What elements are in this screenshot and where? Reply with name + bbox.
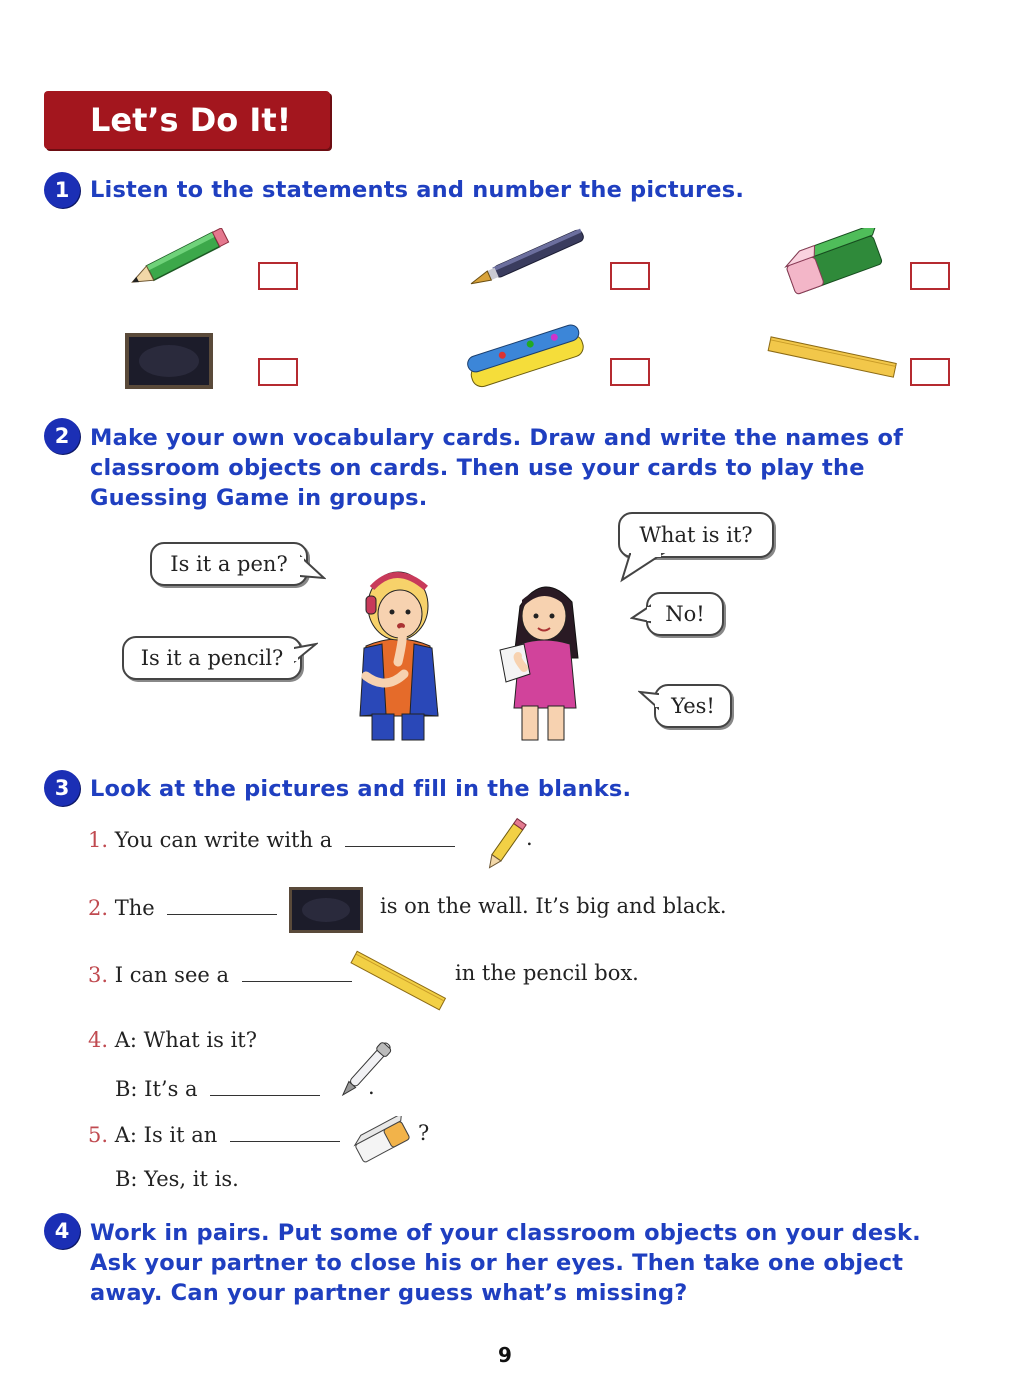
- ruler-icon: [764, 332, 900, 384]
- speech-bubble-pencil: Is it a pencil?: [122, 636, 302, 680]
- item-number: 3.: [88, 963, 109, 987]
- number-box[interactable]: [910, 262, 950, 290]
- boy-thinking-illustration: [346, 566, 450, 742]
- exercise-3-item-1: [88, 826, 461, 852]
- exercise-1-number: 1: [44, 172, 80, 208]
- exercise-4-line-1: Work in pairs. Put some of your classroom objects on your desk.: [90, 1220, 921, 1246]
- item-number: 2.: [88, 896, 109, 920]
- speech-bubble-no: No!: [646, 592, 724, 636]
- item-text: The: [114, 896, 155, 920]
- exercise-4-line-3: away. Can your partner guess what’s missing?: [90, 1280, 688, 1306]
- number-box[interactable]: [258, 262, 298, 290]
- pencil-icon: [125, 228, 235, 290]
- blank-line[interactable]: [210, 1075, 320, 1096]
- item-1-end: .: [526, 826, 533, 850]
- exercise-2-line-1: Make your own vocabulary cards. Draw and write the names of: [90, 425, 904, 451]
- exercise-3-number: 3: [44, 770, 80, 806]
- exercise-2-line-3: Guessing Game in groups.: [90, 485, 428, 511]
- blank-line[interactable]: [345, 826, 455, 847]
- exercise-4-number: 4: [44, 1213, 80, 1249]
- item-number: 5.: [88, 1123, 109, 1147]
- exercise-3-item-2: [88, 894, 283, 920]
- number-box[interactable]: [258, 358, 298, 386]
- blackboard-icon: [124, 332, 214, 390]
- item-2-end: is on the wall. It’s big and black.: [380, 894, 727, 918]
- item-number: 4.: [88, 1028, 109, 1052]
- item-text: B: It’s a: [115, 1077, 198, 1101]
- exercise-3-item-4a: [88, 1028, 257, 1052]
- section-banner: Let’s Do It!: [44, 91, 330, 149]
- item-text: A: What is it?: [114, 1028, 257, 1052]
- exercise-2-number: 2: [44, 418, 80, 454]
- exercise-3-item-5b: B: Yes, it is.: [115, 1167, 239, 1191]
- item-text: You can write with a: [114, 828, 333, 852]
- bubble-tail: [300, 552, 326, 582]
- item-text: I can see a: [114, 963, 230, 987]
- item-number: 1.: [88, 828, 109, 852]
- exercise-3-item-5a: [88, 1121, 346, 1147]
- item-3-end: in the pencil box.: [455, 961, 639, 985]
- number-box[interactable]: [610, 358, 650, 386]
- item-4-end: .: [368, 1075, 375, 1099]
- bubble-tail: [638, 688, 660, 712]
- exercise-4-line-2: Ask your partner to close his or her eyes. Then take one object: [90, 1250, 904, 1276]
- exercise-1-instruction: Listen to the statements and number the pictures.: [90, 177, 745, 203]
- exercise-2-line-2: classroom objects on cards. Then use your cards to play the: [90, 455, 865, 481]
- item-5-end: ?: [418, 1121, 430, 1145]
- number-box[interactable]: [910, 358, 950, 386]
- item-text: A: Is it an: [114, 1123, 218, 1147]
- eraser-icon: [350, 1116, 414, 1166]
- speech-bubble-pen: Is it a pen?: [150, 542, 308, 586]
- exercise-3-item-4b: [115, 1075, 326, 1101]
- ruler-icon: [346, 948, 450, 1014]
- girl-with-card-illustration: [494, 578, 590, 742]
- bubble-tail: [294, 642, 318, 668]
- exercise-3-item-3: [88, 961, 358, 987]
- blackboard-icon: [288, 886, 364, 934]
- pen-icon: [330, 1036, 402, 1104]
- eraser-icon: [778, 228, 890, 300]
- pen-icon: [462, 224, 596, 294]
- pencil-box-icon: [464, 322, 588, 392]
- page-number: 9: [498, 1343, 512, 1367]
- blank-line[interactable]: [230, 1121, 340, 1142]
- bubble-tail: [630, 602, 652, 626]
- speech-bubble-what: What is it?: [618, 512, 774, 558]
- speech-bubble-yes: Yes!: [654, 684, 732, 728]
- blank-line[interactable]: [242, 961, 352, 982]
- blank-line[interactable]: [167, 894, 277, 915]
- exercise-3-instruction: Look at the pictures and fill in the blanks.: [90, 776, 632, 802]
- number-box[interactable]: [610, 262, 650, 290]
- bubble-tail: [618, 552, 668, 584]
